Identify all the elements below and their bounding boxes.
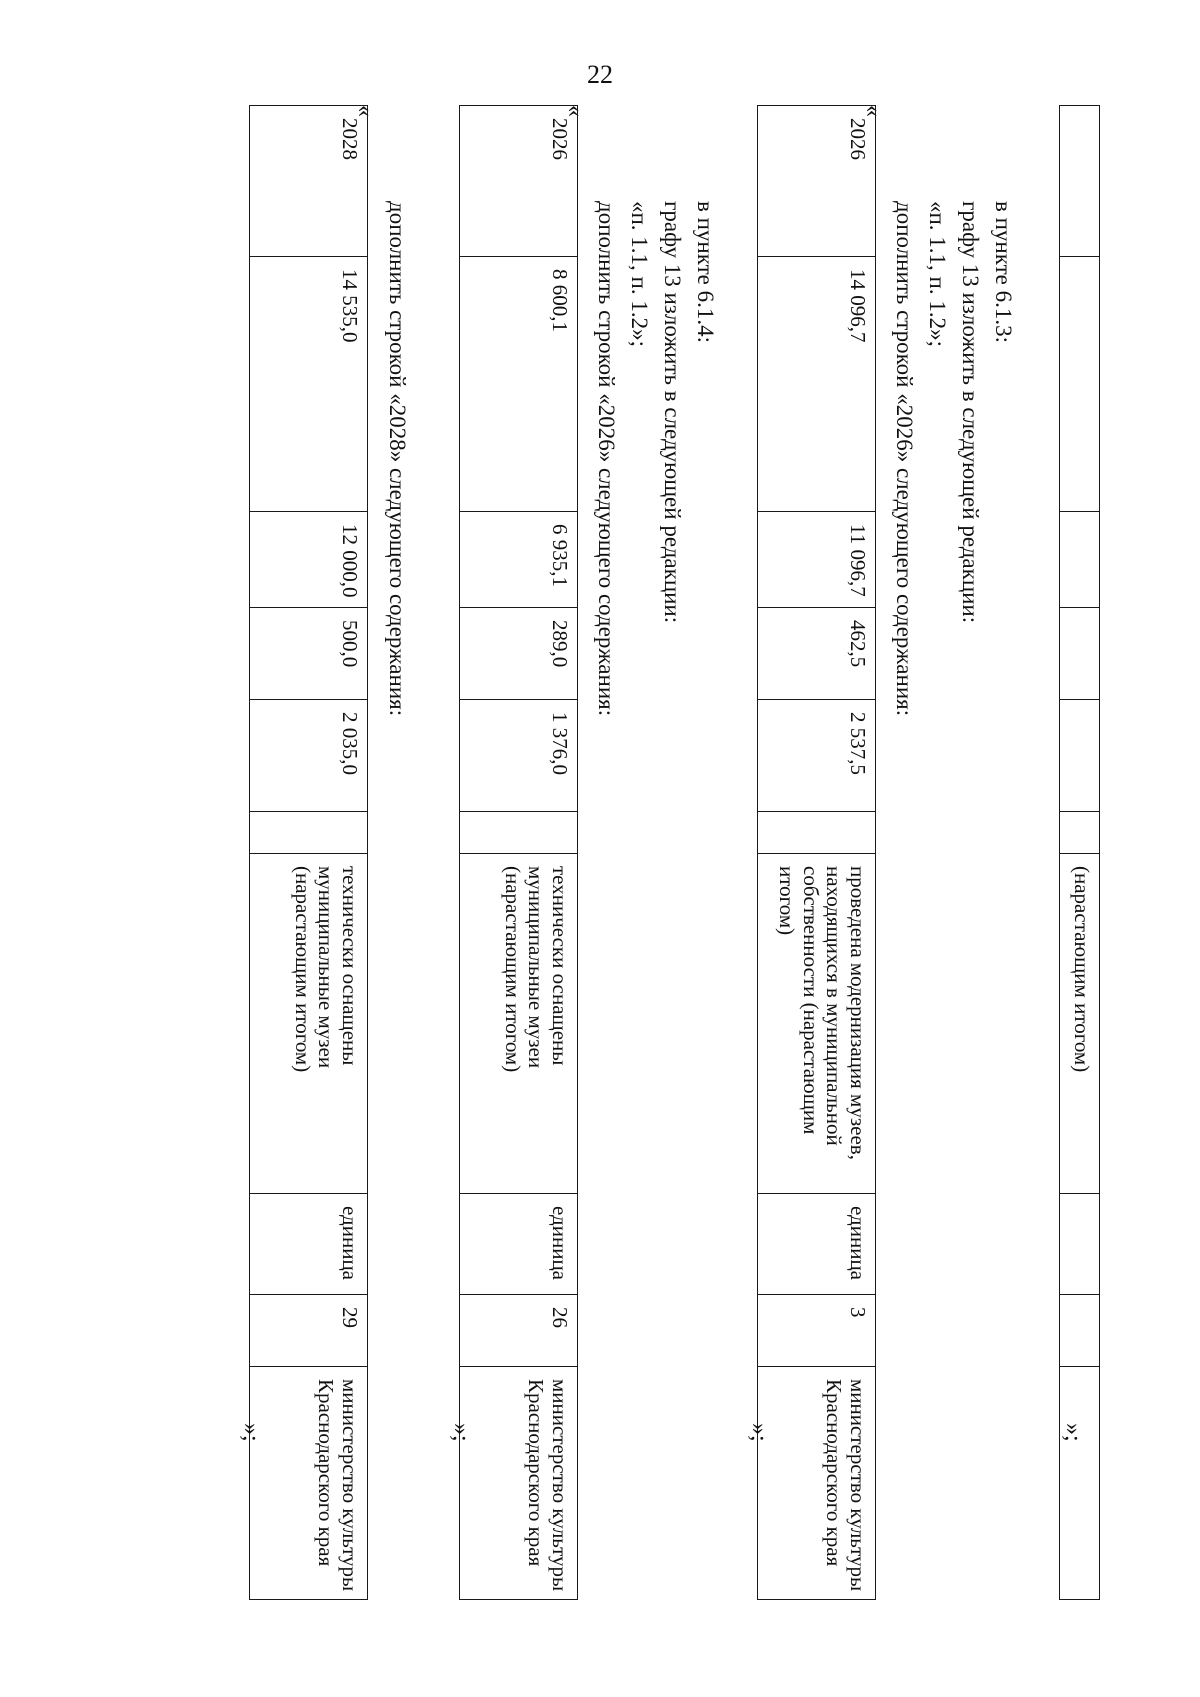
table-cell — [1060, 1367, 1100, 1600]
closing-quote: »; — [746, 1423, 772, 1442]
result-cell: технически оснащены муниципальные музеи (нарастающим итогом) — [250, 854, 368, 1194]
section-line: дополнить строкой «2026» следующего содержания: — [594, 201, 619, 717]
table-cell — [1060, 812, 1100, 854]
table-cell — [1060, 1194, 1100, 1295]
section-text — [888, 201, 1020, 716]
total-cell: 14 096,7 — [758, 257, 876, 512]
amount-cell — [250, 812, 368, 854]
section-text — [381, 201, 414, 716]
opening-quote: « — [860, 105, 886, 117]
opening-quote: « — [562, 105, 588, 117]
data-table — [757, 105, 876, 1600]
amount-cell: 11 096,7 — [758, 512, 876, 608]
total-cell: 14 535,0 — [250, 257, 368, 512]
rotated-landscape-content — [180, 105, 1100, 1590]
executor-cell: министерство культуры Краснодарского края — [460, 1367, 578, 1600]
top-fragment-text: (нарастающим итогом) — [1060, 854, 1100, 1194]
table-cell — [1060, 257, 1100, 512]
total-cell: 8 600,1 — [460, 257, 578, 512]
amount-cell: 500,0 — [250, 608, 368, 700]
executor-cell: министерство культуры Краснодарского края — [250, 1367, 368, 1600]
amount-cell: 6 935,1 — [460, 512, 578, 608]
section-line: «п. 1.1, п. 1.2»; — [925, 201, 950, 348]
amount-cell: 2 035,0 — [250, 700, 368, 812]
amount-cell — [758, 812, 876, 854]
section-line: графу 13 изложить в следующей редакции: — [660, 201, 685, 624]
unit-cell: единица — [460, 1194, 578, 1295]
table-cell — [1060, 608, 1100, 700]
year-cell: 2026 — [460, 106, 578, 257]
section-text — [590, 201, 722, 716]
table-cell — [1060, 700, 1100, 812]
table-cell — [1060, 512, 1100, 608]
closing-quote: »; — [238, 1423, 264, 1442]
unit-cell: единица — [758, 1194, 876, 1295]
amount-cell: 2 537,5 — [758, 700, 876, 812]
section-line: дополнить строкой «2028» следующего содержания: — [385, 201, 410, 717]
table-cell — [1060, 106, 1100, 257]
result-cell: технически оснащены муниципальные музеи (нарастающим итогом) — [460, 854, 578, 1194]
opening-quote: « — [352, 105, 378, 117]
year-cell: 2026 — [758, 106, 876, 257]
amount-cell: 462,5 — [758, 608, 876, 700]
data-table — [249, 105, 368, 1600]
amount-cell: 1 376,0 — [460, 700, 578, 812]
amount-cell: 12 000,0 — [250, 512, 368, 608]
section-line: в пункте 6.1.3: — [991, 201, 1016, 343]
top-table-fragment — [1059, 105, 1100, 1600]
executor-cell: министерство культуры Краснодарского края — [758, 1367, 876, 1600]
page-number: 22 — [587, 60, 613, 89]
section-line: дополнить строкой «2026» следующего содержания: — [892, 201, 917, 717]
section-line: графу 13 изложить в следующей редакции: — [958, 201, 983, 624]
result-cell: проведена модернизация музеев, находящихся в муниципальной собственности (нарастающим итогом) — [758, 854, 876, 1194]
closing-quote: »; — [448, 1423, 474, 1442]
amount-cell: 289,0 — [460, 608, 578, 700]
value-cell: 29 — [250, 1295, 368, 1367]
unit-cell: единица — [250, 1194, 368, 1295]
closing-quote: »; — [1060, 1423, 1086, 1442]
data-table — [459, 105, 578, 1600]
year-cell: 2028 — [250, 106, 368, 257]
table-cell — [1060, 1295, 1100, 1367]
amount-cell — [460, 812, 578, 854]
value-cell: 26 — [460, 1295, 578, 1367]
section-line: «п. 1.1, п. 1.2»; — [627, 201, 652, 348]
value-cell: 3 — [758, 1295, 876, 1367]
section-line: в пункте 6.1.4: — [693, 201, 718, 343]
